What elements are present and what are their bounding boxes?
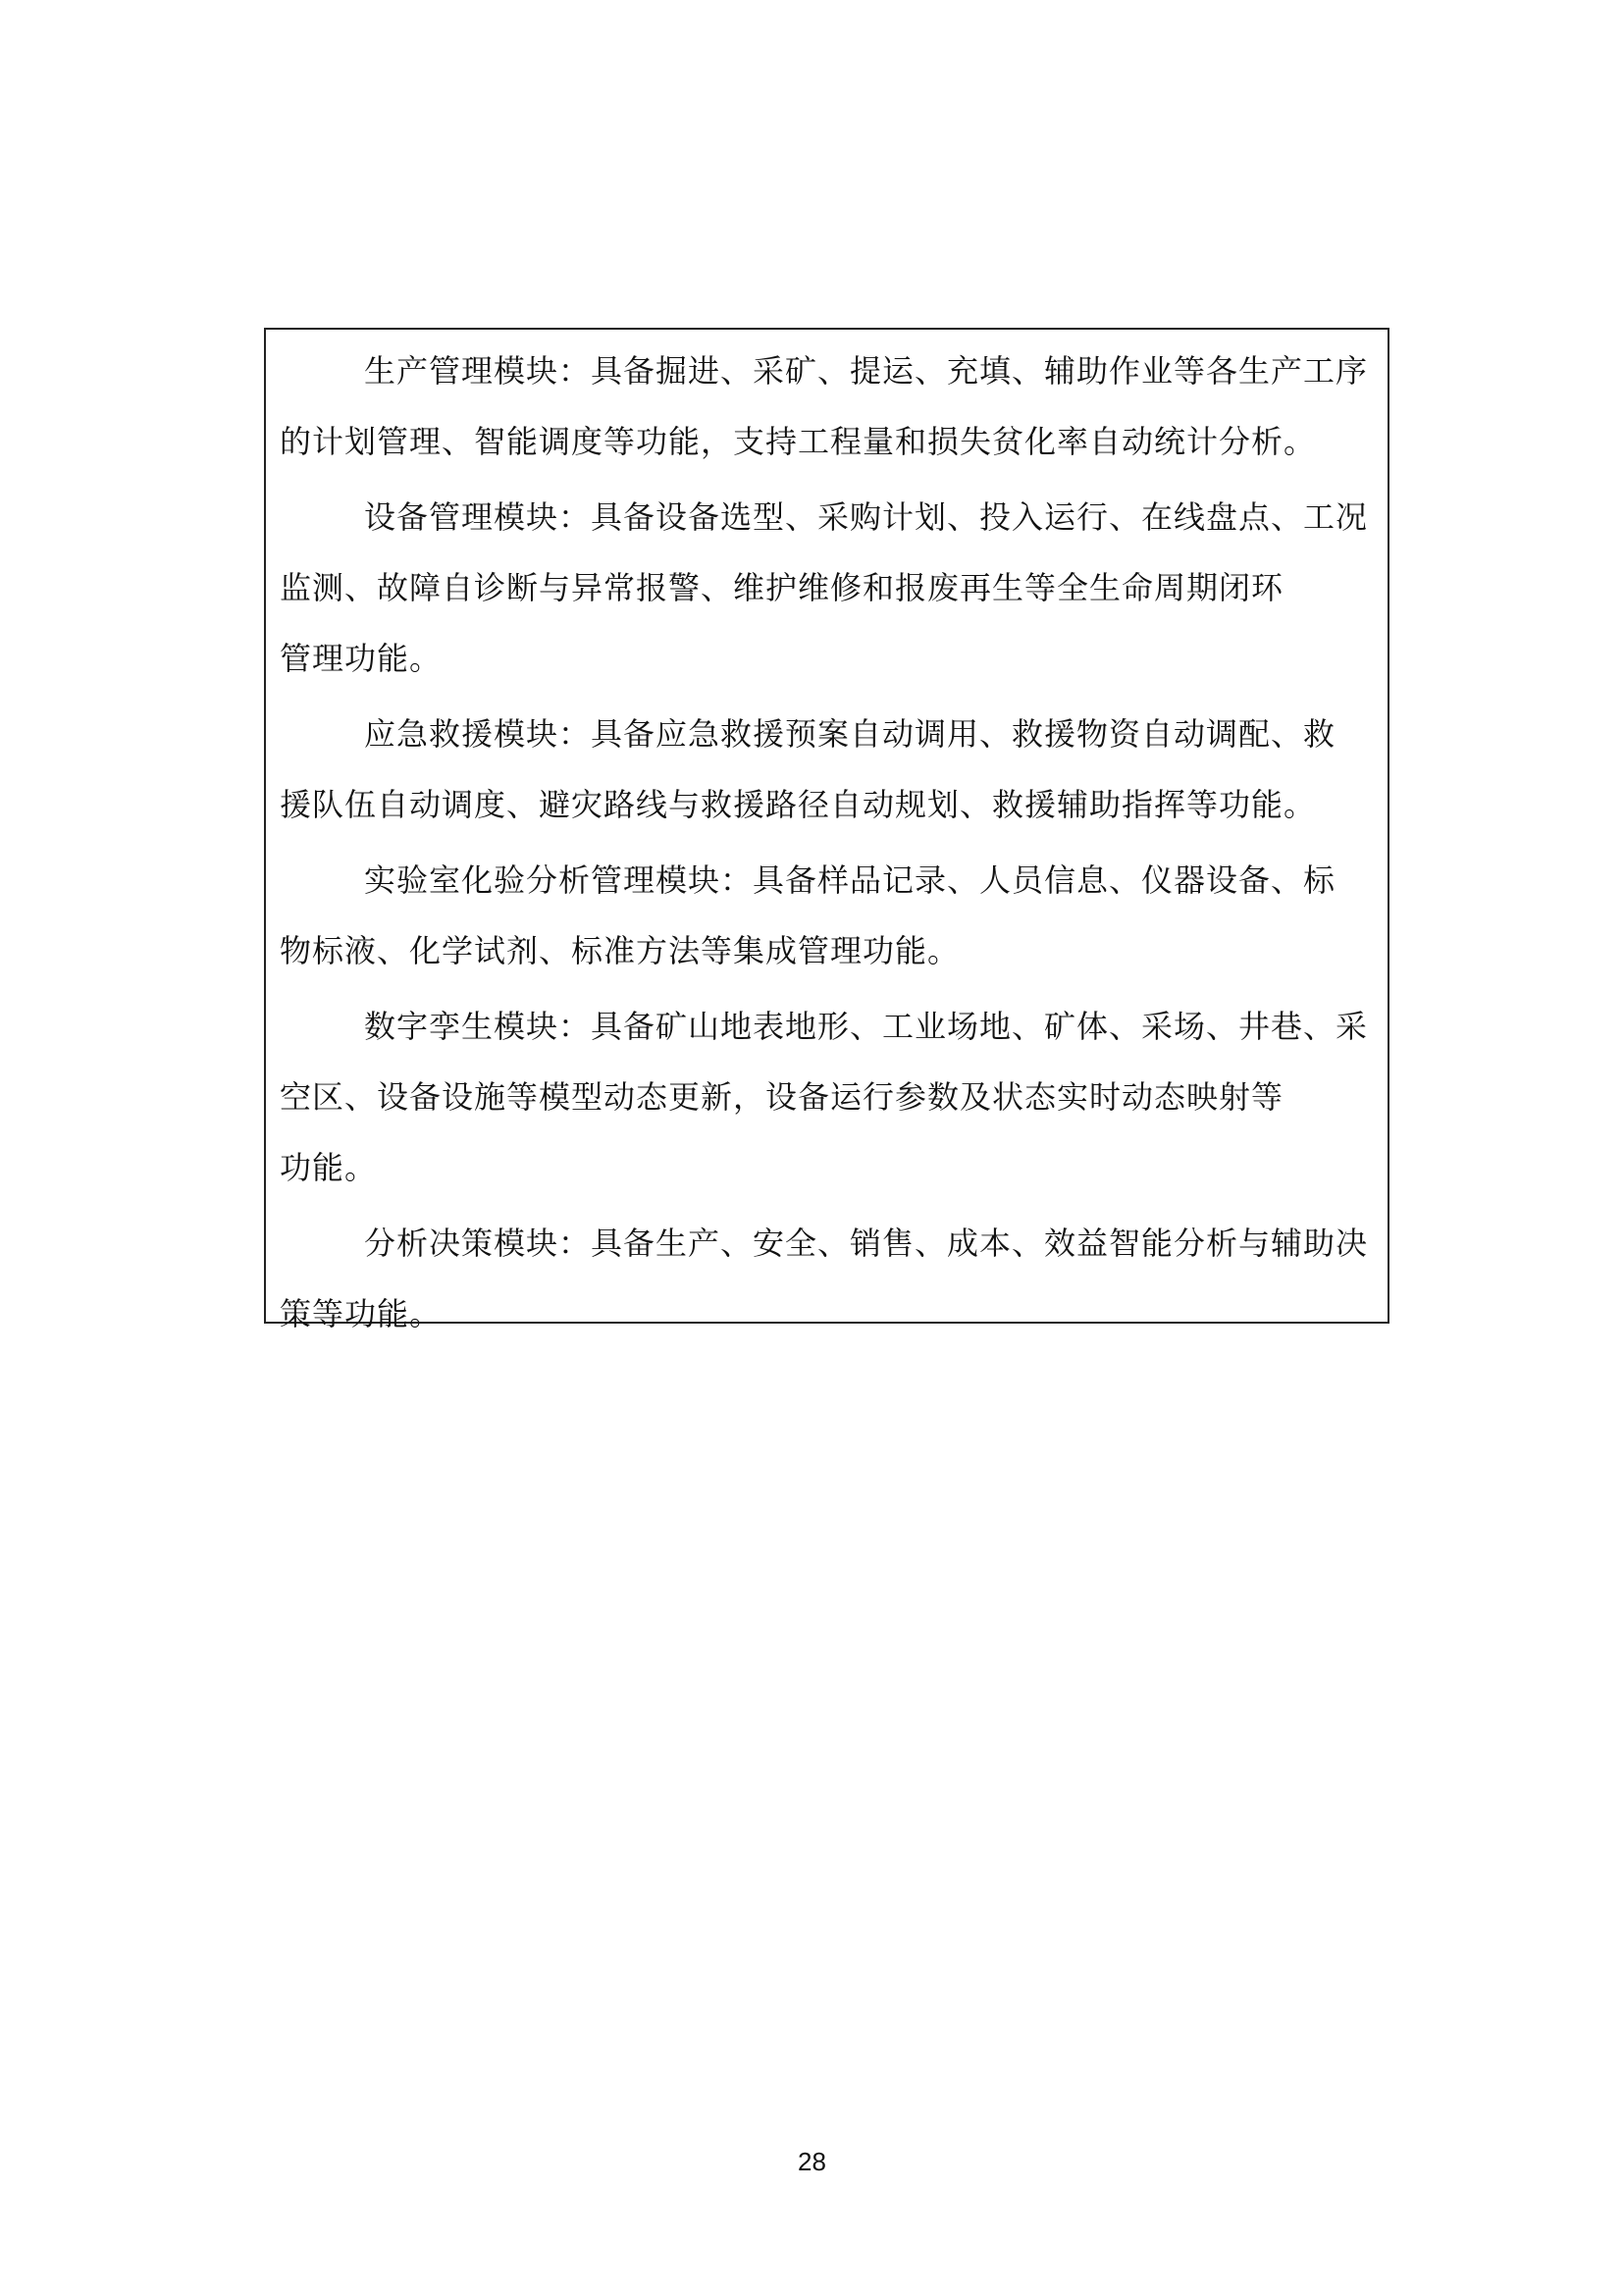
paragraph-line: 物标液、化学试剂、标准方法等集成管理功能。 [280,932,961,969]
paragraph-line: 功能。 [280,1149,378,1186]
paragraph-line: 实验室化验分析管理模块：具备样品记录、人员信息、仪器设备、标 [364,861,1336,899]
paragraph-line: 的计划管理、智能调度等功能，支持工程量和损失贫化率自动统计分析。 [280,423,1317,460]
paragraph-line: 设备管理模块：具备设备选型、采购计划、投入运行、在线盘点、工况 [364,498,1369,536]
paragraph-line: 策等功能。 [280,1295,443,1332]
paragraph-line: 监测、故障自诊断与异常报警、维护维修和报废再生等全生命周期闭环 [280,569,1284,606]
bordered-text-box [264,328,1389,1332]
paragraph-digital-twin [280,991,1368,1203]
paragraph-equipment-management [280,482,1368,694]
paragraph-line: 管理功能。 [280,640,443,677]
paragraph-line: 空区、设备设施等模型动态更新，设备运行参数及状态实时动态映射等 [280,1078,1284,1116]
paragraph-line: 援队伍自动调度、避灾路线与救援路径自动规划、救援辅助指挥等功能。 [280,786,1317,823]
paragraph-production-management [280,336,1368,477]
paragraph-line: 数字孪生模块：具备矿山地表地形、工业场地、矿体、采场、井巷、采 [364,1008,1369,1045]
paragraph-laboratory-analysis [280,845,1336,986]
paragraph-line: 分析决策模块：具备生产、安全、销售、成本、效益智能分析与辅助决 [364,1225,1369,1262]
paragraph-emergency-rescue [280,699,1336,840]
page-number: 28 [798,2147,826,2176]
paragraph-line: 生产管理模块：具备掘进、采矿、提运、充填、辅助作业等各生产工序 [364,352,1369,390]
paragraph-line: 应急救援模块：具备应急救援预案自动调用、救援物资自动调配、救 [364,715,1336,753]
paragraph-analysis-decision [280,1208,1368,1349]
